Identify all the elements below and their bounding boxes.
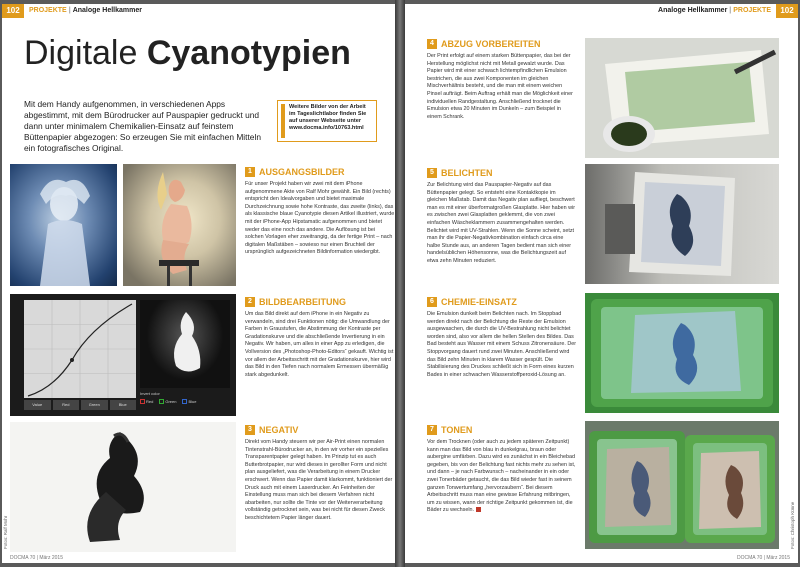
left-photo-credit: Fotos: Ralf Mohr <box>3 515 8 549</box>
step-5-body: Zur Belichtung wird das Pauspapier-Negativ auf das Büttenpapier gelegt. So entsteht eine Kontaktkopie im gleichen Maßstab. Damit das Negativ plan aufliegt, beschwert man es mit einer überformatgroßen Glasplatte. Hier haben wir es zwischen zwei Glasplatten geklemmt, die von zwei einfachen Wäscheklammern zusammengehalten werden. Belichtet wird mit UV-Strahlen. Wenn die Sonne scheint, setzt man ihr die Papier-Negativkombination einfach circa eine halbe Stunde aus, an anderen Tagen bedient man sich einer handelsüblichen Höhensonne, was die Belichtungszeit auf etwa zehn Minuten reduziert. <box>427 182 576 264</box>
channel-blue: Blue <box>110 400 137 410</box>
left-page-number: 102 <box>2 4 24 18</box>
step-6-heading: CHEMIE-EINSATZ <box>441 297 517 307</box>
web-info-box: Weitere Bilder von der Arbeit im Tageslichtlabor finden Sie auf unserer Webseite unter www.docma.info/10763.html <box>277 100 377 142</box>
photo-color-nude-on-chair <box>123 164 236 286</box>
step-2-body: Um das Bild direkt auf dem iPhone in ein Negativ zu verwandeln, sind drei Funktionen nötig: die Umwandlung der Farben in Graustufen, die Abstimmung der Kontraste per Gradationskurve und die abschließende Invertierung in ein Negativ. Wir haben, um alles in einer App zu erledigen, die Vollversion des „Photoshop-Photo-Editors“ gekauft. Wichtig ist vor allem der Arbeitsschritt mit der Gradationskurve, hier wird das Bild in den Tiefen nach normalem Ermessen übermäßig stark abgedunkelt. <box>245 311 394 378</box>
photo-exposure-setup <box>585 164 779 284</box>
end-mark-icon <box>476 507 481 512</box>
photo-toning-trays <box>585 421 779 549</box>
step-2 <box>245 296 395 379</box>
checkbox-red: Red <box>140 398 153 406</box>
right-page-number: 102 <box>776 4 798 18</box>
intro-text: Mit dem Handy aufgenommen, in verschiedenen Apps abgestimmt, mit dem Bürodrucker auf Pauspapier gedruckt und dann unter minimalem Chemikalien-Einsatz auf feinstem Büttenpapier abgezogen: So erzeugen Sie mit einfachen Mitteln ein fotografisches Original. <box>24 99 261 153</box>
step-7-heading: TONEN <box>441 425 473 435</box>
step-1-heading: AUSGANGSBILDER <box>259 167 345 177</box>
step-5 <box>427 167 577 266</box>
invert-color-label: Invert color <box>140 391 160 396</box>
step-5-heading: BELICHTEN <box>441 168 493 178</box>
left-section-label: PROJEKTE <box>29 7 67 14</box>
step-1 <box>245 166 395 257</box>
invert-color-row <box>140 390 230 412</box>
step-4-number: 4 <box>427 39 437 49</box>
photo-cyanotype-nude <box>10 164 117 286</box>
step-4 <box>427 38 577 121</box>
channel-green: Green <box>81 400 108 410</box>
curves-panel <box>24 300 136 398</box>
left-page <box>2 4 395 563</box>
right-topic-label: Analoge Hellkammer <box>658 7 728 14</box>
checkbox-green: Green <box>159 398 176 406</box>
left-topic-label: Analoge Hellkammer <box>72 7 142 14</box>
step-7-body: Vor dem Trocknen (oder auch zu jedem späteren Zeitpunkt) kann man das Bild von blau in dunkelgrau, braun oder aubergine umfärben. Dazu wird es zunächst in ein Bleichebad gegeben, bis von der Belichtung fast nichts mehr zu sehen ist, und dann – je nach Farbwunsch – nacheinander in ein oder zwei Tonerbäder getaucht, die das Bild wieder fast in seinem ganzen Tonwertumfang „hervorzaubern“. Bei diesem Arbeitsschritt muss man eine gewisse Erfahrung mitbringen, um zu wissen, wann der richtige Zeitpunkt gekommen ist, die Bäder zu wechseln. <box>427 439 576 514</box>
step-7 <box>427 424 577 515</box>
spine-gutter <box>395 0 405 567</box>
step-6-number: 6 <box>427 297 437 307</box>
step-1-number: 1 <box>245 167 255 177</box>
step-2-number: 2 <box>245 297 255 307</box>
title-bold: Cyanotypien <box>146 34 351 72</box>
left-footer: DOCMA 70 | März 2015 <box>10 555 63 561</box>
photo-editor-screenshot <box>10 294 236 416</box>
step-3-body: Direkt vom Handy steuern wir per Air-Print einen normalen Tintenstrahl-Bürodrucker an, in den wir vorher ein spezielles Transparentpapier gelegt haben. Im Prinzip tut es auch Butterbrotpapier, nur wird dieses in gerollter Form und nicht plan ausgeliefert, was die Verarbeitung in einem Drucker erschwert. Wenn das Papier damit klarkommt, funktioniert der Druck auch mit einem Laserdrucker. An Feinheiten der Einstellung muss man sich bei diesem Verfahren nicht abarbeiten, nur sollte die Tinte vor der Weiterverarbeitung vollständig getrocknet sein, was bei nicht für diesen Zweck beschichtetem Papier länger dauert. <box>245 439 393 521</box>
left-page-header: PROJEKTE | Analoge Hellkammer <box>29 7 142 14</box>
right-page <box>405 4 798 563</box>
channel-red: Red <box>53 400 80 410</box>
step-3-number: 3 <box>245 425 255 435</box>
right-photo-credit: Fotos: Christoph Künne <box>790 501 795 549</box>
article-title <box>24 34 351 73</box>
photo-rinsing-bath <box>585 293 779 413</box>
photo-coating-paper <box>585 38 779 158</box>
channel-bar <box>24 400 136 410</box>
channel-value: Value <box>24 400 51 410</box>
step-4-body: Der Print erfolgt auf einem starken Büttenpapier, das bei der Herstellung möglichst nicht mit Metall gewalzt wurde. Das Papier wird mit einer schwach lichtempfindlichen Emulsion bestrichen, die aus zwei Komponenten im gleichen Mischverhältnis besteht, und die man mit einem weichen Pinsel aufträgt. Beim Auftrag erhält man die Möglichkeit einer individuellen Randgestaltung. Anschließend trocknet die Emulsion etwa 20 Minuten im Dunkeln – zum Beispiel in einem Schrank. <box>427 53 573 120</box>
photo-printed-negative <box>10 422 236 552</box>
step-2-heading: BILDBEARBEITUNG <box>259 297 346 307</box>
step-3 <box>245 424 395 523</box>
right-footer: DOCMA 70 | März 2015 <box>737 555 790 561</box>
title-light: Digitale <box>24 34 147 72</box>
step-5-number: 5 <box>427 168 437 178</box>
checkbox-blue: Blue <box>182 398 196 406</box>
right-page-header: Analoge Hellkammer | PROJEKTE <box>658 7 771 14</box>
step-3-heading: NEGATIV <box>259 425 299 435</box>
step-4-heading: ABZUG VORBEREITEN <box>441 39 541 49</box>
right-section-label: PROJEKTE <box>733 7 771 14</box>
step-6-body: Die Emulsion dunkelt beim Belichten nach. Im Stoppbad werden direkt nach der Belichtung die Reste der Emulsion ausgewaschen, die durch die UV-Bestrahlung nicht belichtet worden sind, also vor allem die hellen Stellen des Bildes. Das Bad besteht aus Wasser mit einem Schuss Zitronensäure. Der Stoppvorgang dauert rund zwei Minuten. Anschließend wird das Bild zehn Minuten in klarem Wasser gespült. Die Stabilisierung des Druckes schließt sich in Form eines kurzen Bades in einer schwachen Wasserstoffperoxid-Lösung an. <box>427 311 577 378</box>
step-6 <box>427 296 577 379</box>
step-1-body: Für unser Projekt haben wir zwei mit dem iPhone aufgenommene Akte von Ralf Mohr gewählt. Ein Bild (rechts) entspricht den Idealvorgaben und bietet maximale Durchzeichnung sowie hohe Kontraste, das zweite (links), das als klassische blaue Cyanotypie diesen Artikel illustriert, wurde mit der iPhone-App Hipstamatic aufgenommen und bietet weder das eine noch das andere. Die Auflösung ist bei solchen Vorlagen eher zweitrangig, da der fertige Print – nach digitalen Maßstäben – sowieso nur einen Bruchteil der ursprünglich aufgezeichneten Bildinformation wiedergibt. <box>245 181 395 256</box>
negative-preview <box>140 300 230 388</box>
step-7-number: 7 <box>427 425 437 435</box>
